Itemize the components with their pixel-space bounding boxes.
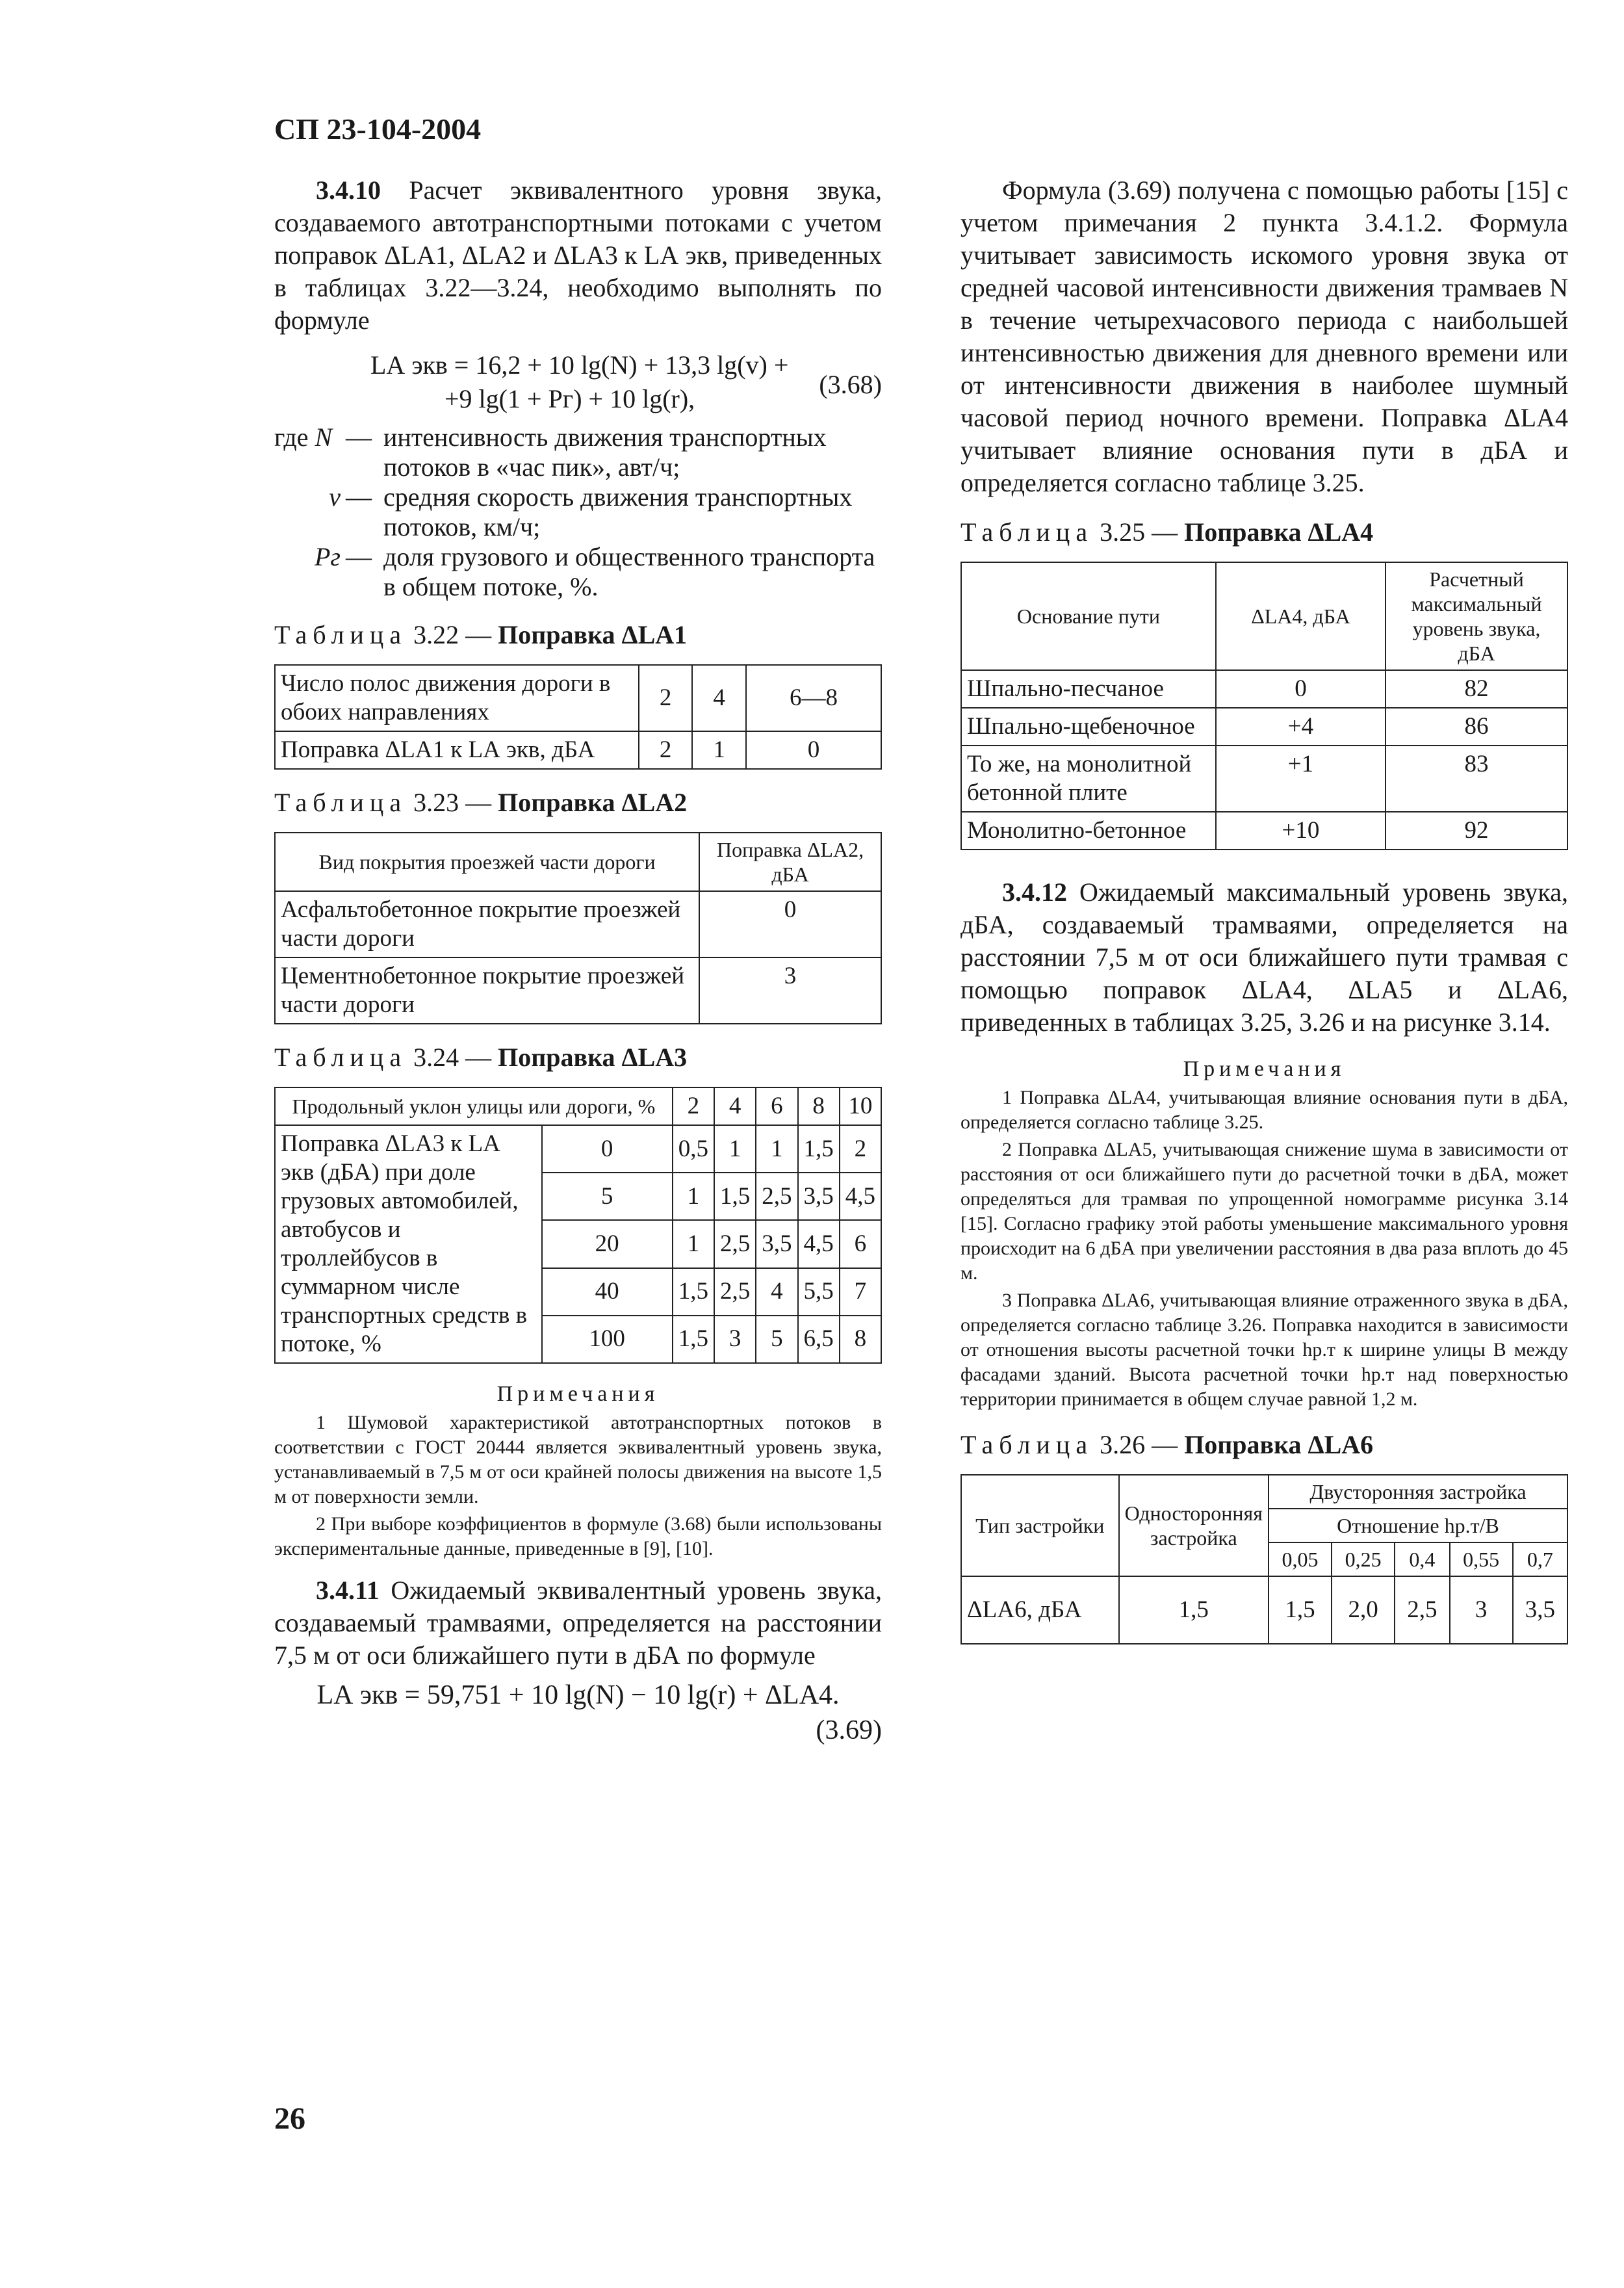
formula-number: (3.69) [816, 1715, 882, 1745]
table-3-22-caption: Таблица 3.22 — Поправка ΔLA1 [274, 620, 688, 649]
table-row: Число полос движения дороги в обоих направлениях 2 4 6—8 [275, 665, 881, 731]
page-number: 26 [274, 2101, 305, 2136]
table-row: 100 1,5 3 5 6,5 8 [275, 1316, 881, 1363]
definition-text: средняя скорость движения транспортных потоков, км/ч; [383, 482, 853, 541]
table-row: Шпально-песчаное 0 82 [961, 670, 1567, 708]
section-text: Ожидаемый эквивалентный уровень звука, создаваемый трамваями, определяется на расстоянии 7,5 м от оси ближайшего пути в дБА по формуле [274, 1576, 882, 1670]
table-3-26 [960, 1474, 1568, 1644]
table-3-25-caption: Таблица 3.25 — Поправка ΔLA4 [960, 517, 1374, 547]
table-header-row: 0,05 0,25 0,4 0,55 0,7 [961, 1542, 1567, 1576]
table-row: 40 1,5 2,5 4 5,5 7 [275, 1268, 881, 1316]
table-3-22 [274, 664, 882, 770]
left-column [274, 174, 882, 1746]
section-3-4-10 [274, 174, 882, 337]
section-3-4-12 [960, 876, 1568, 1039]
table-header-row: Основание пути ΔLA4, дБА Расчетный максимальный уровень звука, дБА [961, 562, 1567, 670]
table-row: Асфальтобетонное покрытие проезжей части дороги 0 [275, 891, 881, 957]
table-header-row: Продольный уклон улицы или дороги, % 2 4 6 8 10 [275, 1087, 881, 1125]
table-3-24-caption: Таблица 3.24 — Поправка ΔLA3 [274, 1043, 688, 1072]
page-header: СП 23-104-2004 [274, 112, 482, 146]
section-text: Ожидаемый максимальный уровень звука, дБА, создаваемый трамваями, определяется на расстоянии 7,5 м от оси ближайшего пути трамвая с помощью поправок ΔLA4, ΔLA5 и ΔLA6, приведенных в таблицах 3.25, 3.26 и на рисунке 3.14. [960, 878, 1568, 1037]
formula-3-69: LА экв = 59,751 + 10 lg(N) − 10 lg(r) + ΔLA4. [316, 1680, 840, 1710]
where-label: где N [274, 422, 333, 452]
table-row: Цементнобетонное покрытие проезжей части дороги 3 [275, 957, 881, 1024]
table-row: Поправка ΔLA1 к LА экв, дБА 2 1 0 [275, 731, 881, 769]
table-3-25 [960, 562, 1568, 850]
definition-item: Pг — доля грузового и общественного транспорта в общем потоке, %. [274, 542, 882, 602]
section-text: Расчет эквивалентного уровня звука, создаваемого автотранспортными потоками с учетом поправок ΔLA1, ΔLA2 и ΔLA3 к LА экв, приведенных в таблицах 3.22—3.24, необходимо выполнять по формуле [274, 176, 882, 335]
section-3-4-11 [274, 1574, 882, 1672]
table-3-24 [274, 1087, 882, 1364]
section-number: 3.4.10 [316, 176, 381, 205]
definition-symbol: v [329, 482, 341, 512]
table-row: Шпально-щебеночное +4 86 [961, 708, 1567, 746]
section-number: 3.4.12 [1002, 878, 1067, 907]
table-3-23 [274, 832, 882, 1024]
formula-3-68 [274, 348, 882, 416]
table-3-23-caption: Таблица 3.23 — Поправка ΔLA2 [274, 788, 688, 817]
note-item: 1 Поправка ΔLA4, учитывающая влияние основания пути в дБА, определяется согласно таблице 3.25. [960, 1087, 1568, 1133]
table-header-row: Отношение hр.т/В [961, 1509, 1567, 1542]
table-row: ΔLA6, дБА 1,5 1,5 2,0 2,5 3 3,5 [961, 1576, 1567, 1644]
table-row: То же, на монолитной бетонной плите +1 83 [961, 746, 1567, 812]
table-row: 5 1 1,5 2,5 3,5 4,5 [275, 1173, 881, 1220]
table-header-row: Вид покрытия проезжей части дороги Поправка ΔLA2, дБА [275, 833, 881, 891]
formula-number: (3.68) [819, 370, 882, 399]
formula-line-1: LА экв = 16,2 + 10 lg(N) + 13,3 lg(v) + [370, 350, 789, 380]
paragraph-formula-explanation: Формула (3.69) получена с помощью работы [15] с учетом примечания 2 пункта 3.4.1.2. Формула учитывает зависимость искомого уровня звука от средней часовой интенсивности движения трамваев N в течение четырехчасового периода с наибольшей интенсивностью движения для дневного времени или от интенсивности движения в наиболее шумный часовой период ночного времени. Поправка ΔLA4 учитывает влияние основания пути в дБА и определяется согласно таблице 3.25. [960, 176, 1568, 497]
table-row: Монолитно-бетонное +10 92 [961, 812, 1567, 850]
formula-line-2: +9 lg(1 + Pг) + 10 lg(r), [445, 384, 695, 413]
note-item: 3 Поправка ΔLA6, учитывающая влияние отраженного звука в дБА, определяется согласно таблице 3.26. Поправка находится в зависимости от отношения высоты расчетной точки hр.т к ширине улицы В между фасадами зданий. Высота расчетной точки hр.т над поверхностью территории принимается в общем случае равной 1,2 м. [960, 1290, 1568, 1410]
variable-definitions [274, 422, 882, 602]
definition-item: v — средняя скорость движения транспортных потоков, км/ч; [274, 482, 882, 542]
table-header-row: Тип застройки Односторонняя застройка Двусторонняя застройка [961, 1475, 1567, 1509]
table-row: 20 1 2,5 3,5 4,5 6 [275, 1220, 881, 1268]
definition-item: где N — интенсивность движения транспортных потоков в «час пик», авт/ч; [274, 422, 882, 482]
definition-text: доля грузового и общественного транспорта в общем потоке, %. [383, 542, 875, 601]
table-3-26-caption: Таблица 3.26 — Поправка ΔLA6 [960, 1430, 1374, 1459]
right-column [960, 174, 1568, 1644]
note-item: 2 При выборе коэффициентов в формуле (3.68) были использованы экспериментальные данные, приведенные в [9], [10]. [274, 1513, 882, 1559]
notes-title: Примечания [1183, 1057, 1346, 1081]
table-row: Поправка ΔLA3 к LА экв (дБА) при доле грузовых автомобилей, автобусов и троллейбусов в суммарном числе транспортных средств в потоке, % 0 0,5 1 1 1,5 2 [275, 1125, 881, 1173]
note-item: 1 Шумовой характеристикой автотранспортных потоков в соответствии с ГОСТ 20444 является эквивалентный уровень звука, устанавливаемый в 7,5 м от оси крайней полосы движения на высоте 1,5 м от поверхности земли. [274, 1412, 882, 1507]
definition-symbol: Pг [314, 542, 341, 571]
section-number: 3.4.11 [316, 1576, 380, 1605]
notes-title: Примечания [496, 1382, 660, 1406]
definition-text: интенсивность движения транспортных потоков в «час пик», авт/ч; [383, 422, 827, 482]
note-item: 2 Поправка ΔLA5, учитывающая снижение шума в зависимости от расстояния от оси ближайшего пути до расчетной точки в дБА, может определяться для трамвая по упрощенной номограмме рисунка 3.14 [15]. Согласно графику этой работы уменьшение максимального уровня происходит на 6 дБА при увеличении расстояния в два раза вплоть до 45 м. [960, 1139, 1568, 1284]
